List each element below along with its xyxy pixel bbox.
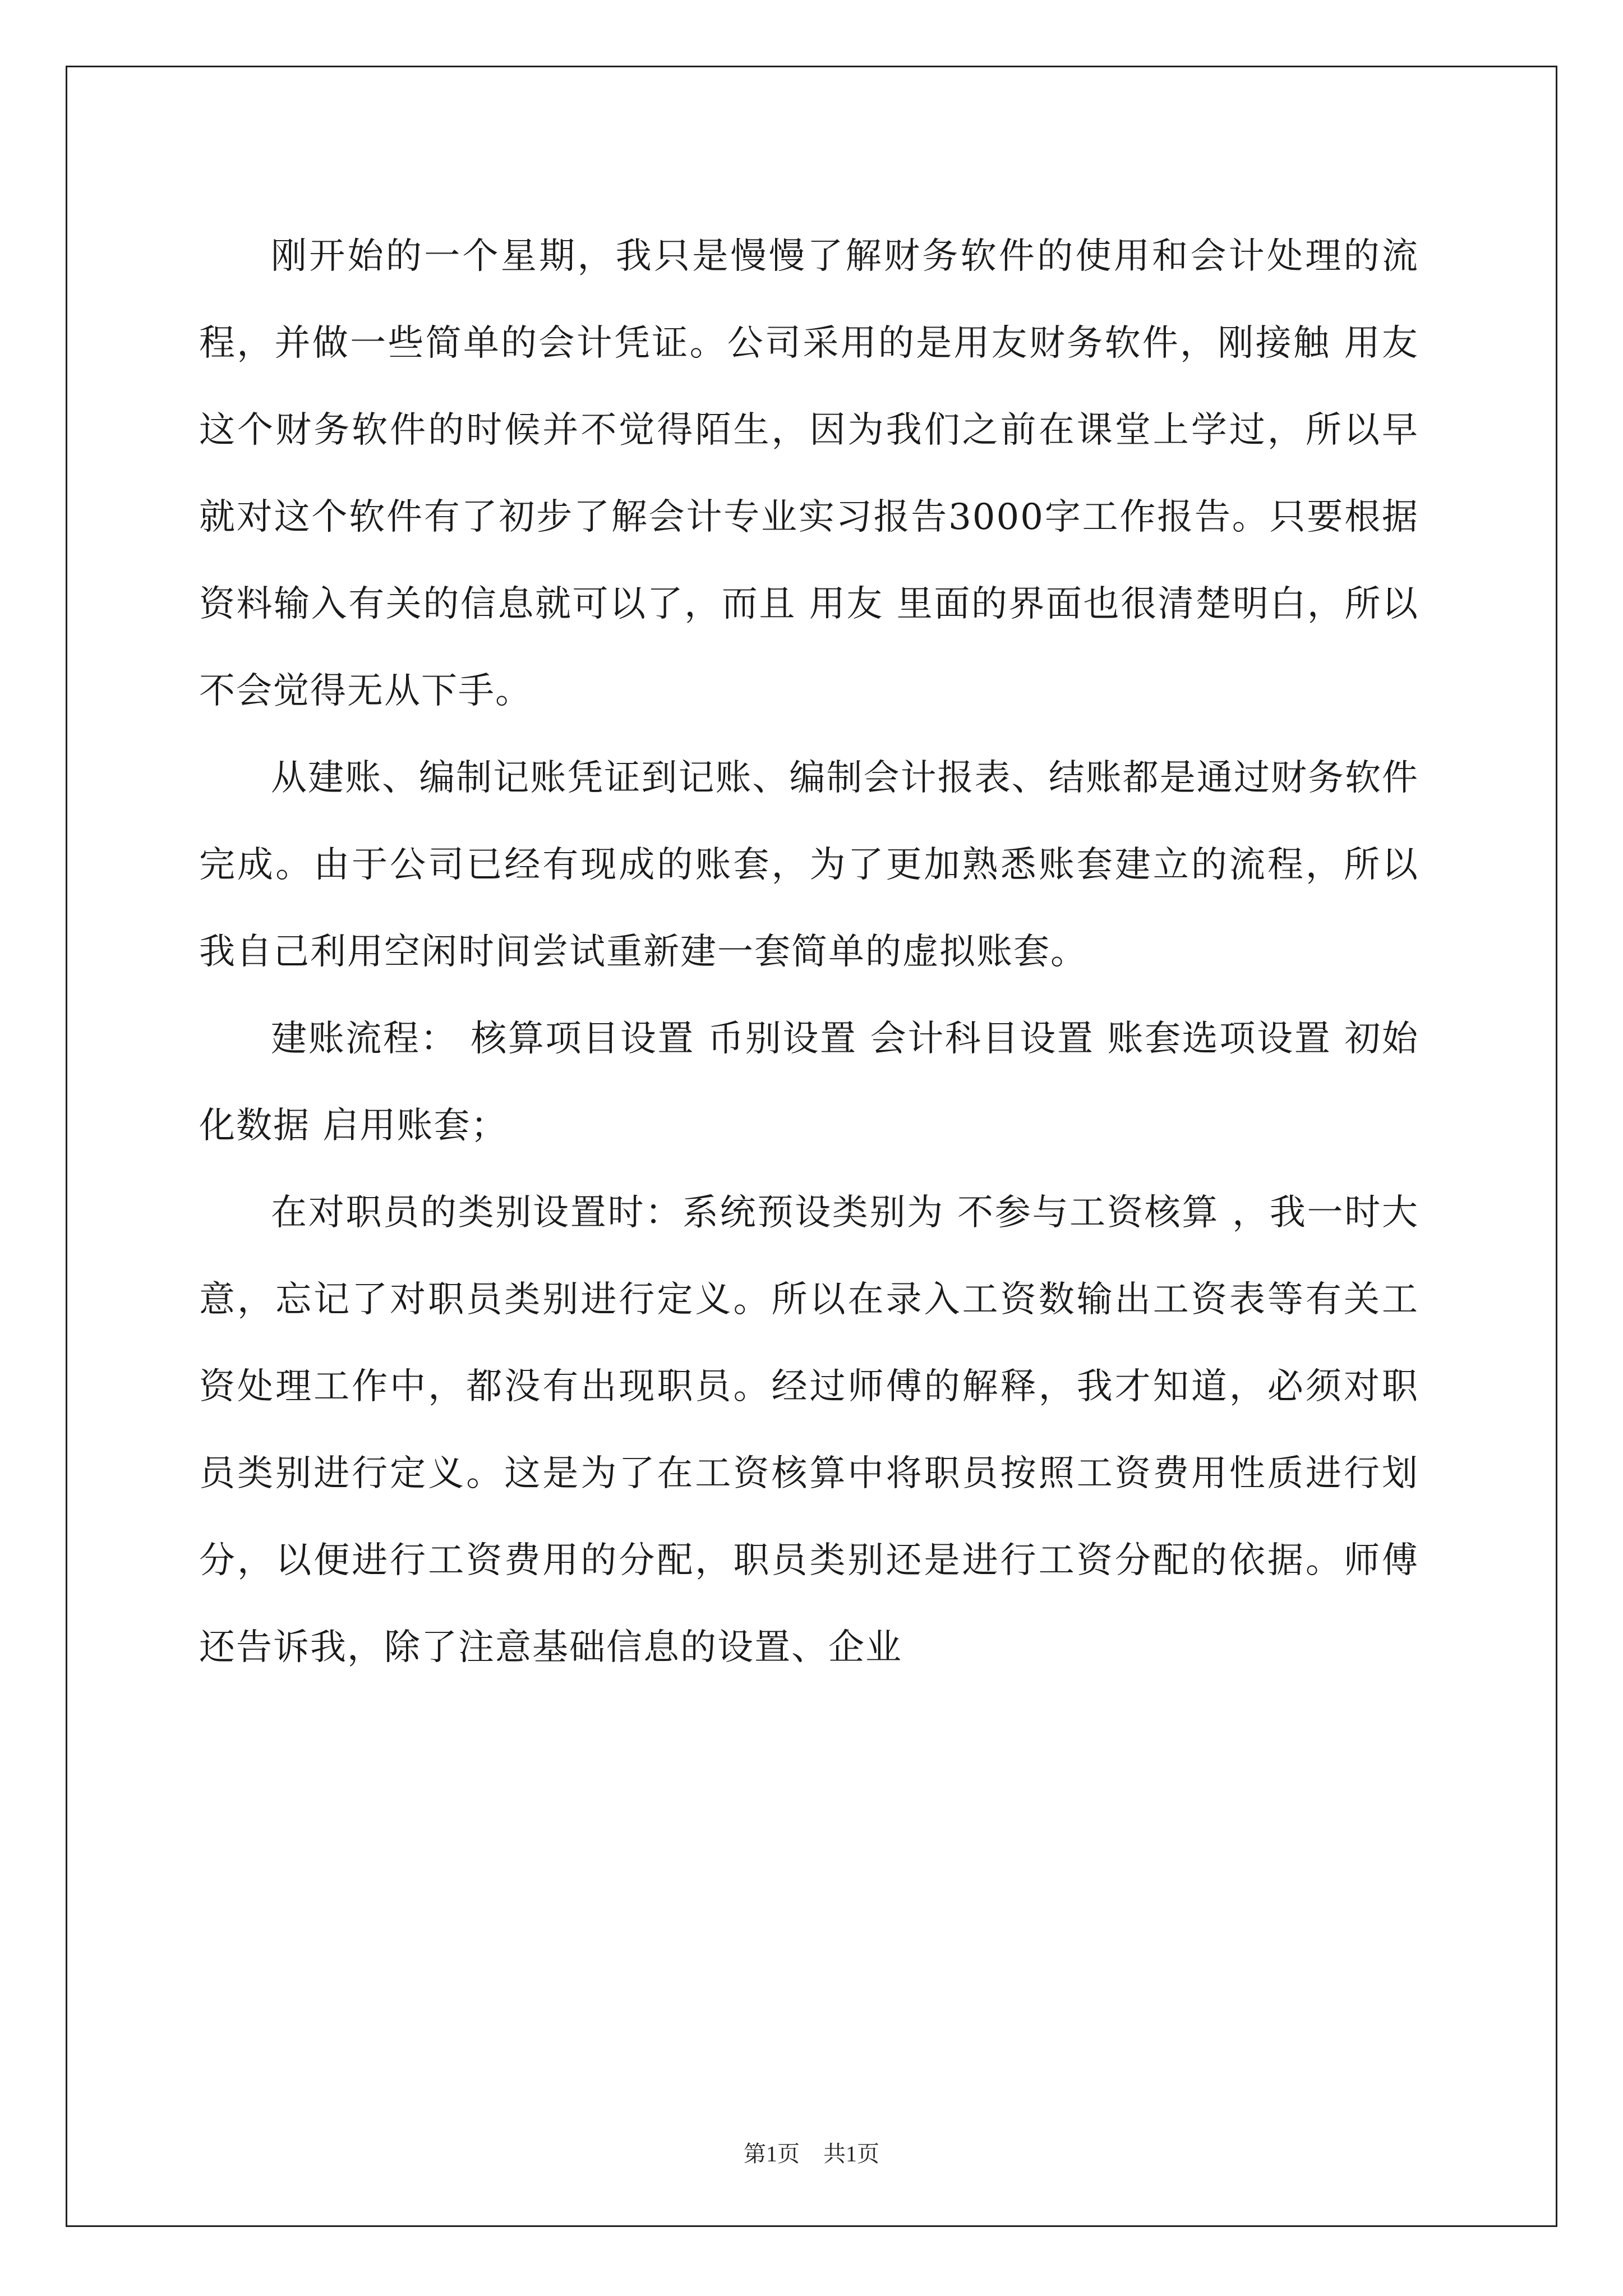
paragraph-3: 建账流程： 核算项目设置 币别设置 会计科目设置 账套选项设置 初始化数据 启用账套；	[199, 1018, 1419, 1147]
page-total: 共1页	[823, 2141, 879, 2166]
page-footer	[0, 2136, 1623, 2168]
paragraph-1: 刚开始的一个星期，我只是慢慢了解财务软件的使用和会计处理的流程，并做一些简单的会计凭证。公司采用的是用友财务软件，刚接触 用友 这个财务软件的时候并不觉得陌生，因为我们之前在课堂上学过，所以早就对这个软件有了初步了解会计专业实习报告3000字工作报告。只要根据资料输入有关的信息就可以了，而且 用友 里面的界面也很清楚明白，所以不会觉得无从下手。	[199, 236, 1419, 712]
page-number: 第1页	[744, 2141, 800, 2166]
paragraph-2: 从建账、编制记账凭证到记账、编制会计报表、结账都是通过财务软件完成。由于公司已经有现成的账套，为了更加熟悉账套建立的流程，所以我自己利用空闲时间尝试重新建一套简单的虚拟账套。	[199, 757, 1419, 973]
document-body	[199, 213, 1419, 1691]
paragraph-4: 在对职员的类别设置时：系统预设类别为 不参与工资核算 ，我一时大意，忘记了对职员类别进行定义。所以在录入工资数输出工资表等有关工资处理工作中，都没有出现职员。经过师傅的解释，我才知道，必须对职员类别进行定义。这是为了在工资核算中将职员按照工资费用性质进行划分，以便进行工资费用的分配，职员类别还是进行工资分配的依据。师傅还告诉我，除了注意基础信息的设置、企业	[199, 1192, 1419, 1668]
